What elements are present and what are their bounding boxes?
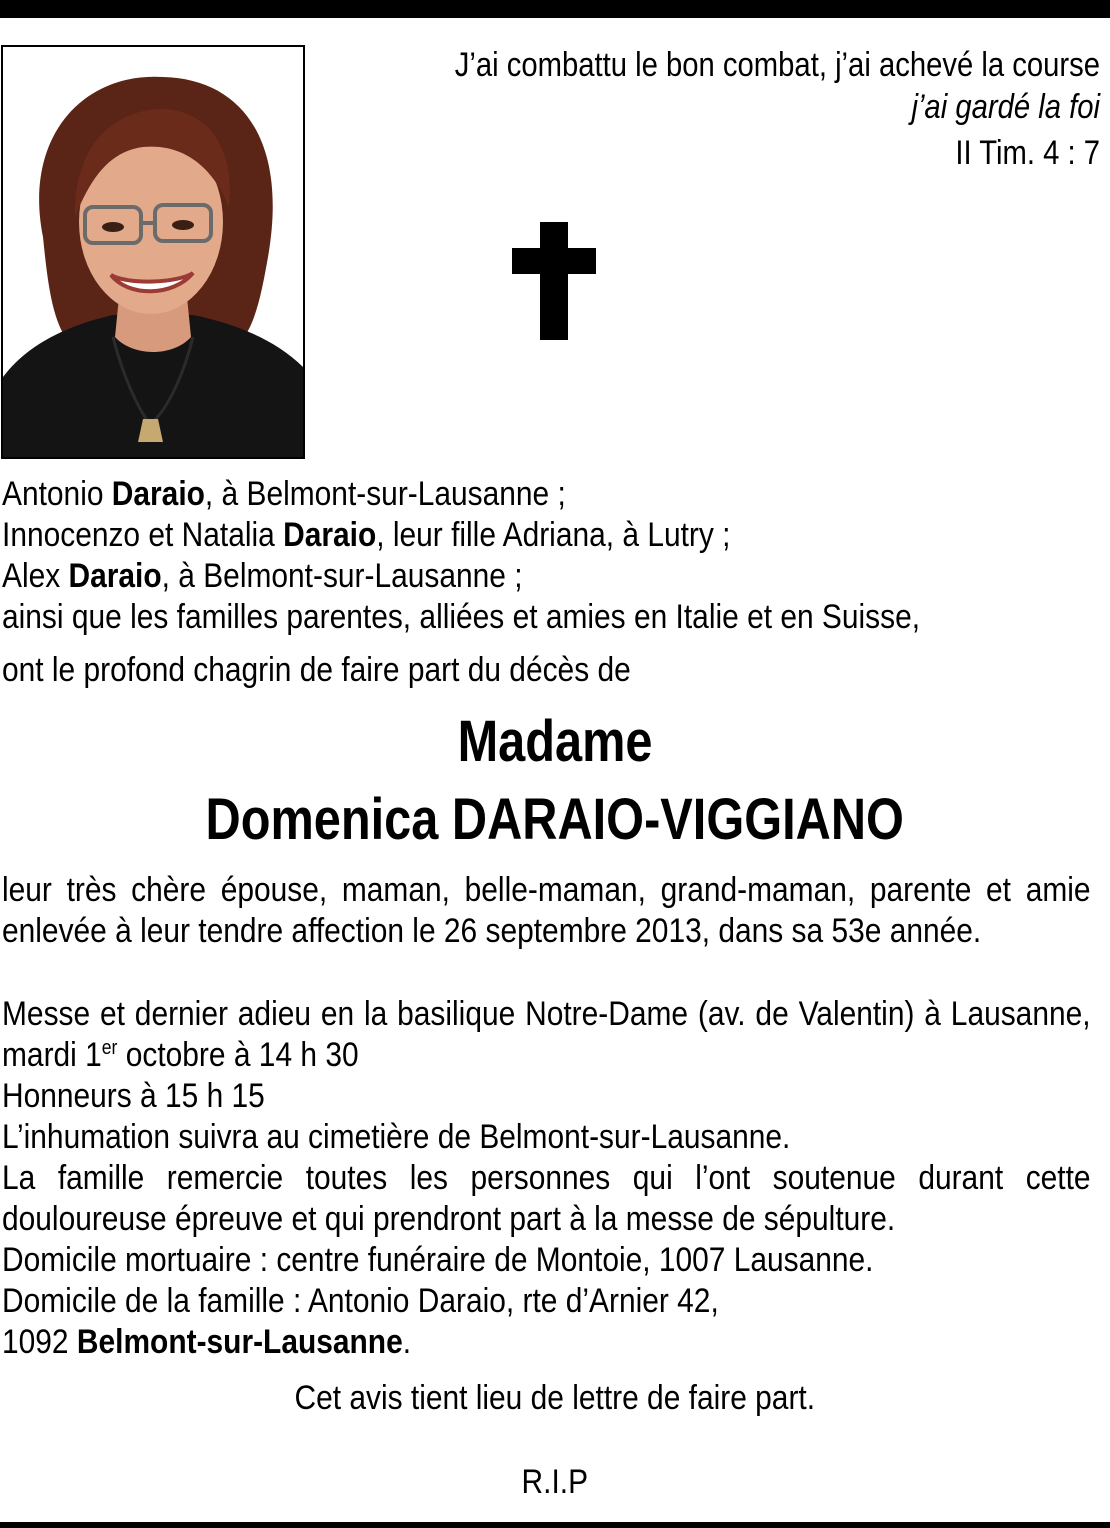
address-zip: 1092	[2, 1323, 77, 1361]
announcement-intro: ont le profond chagrin de faire part du décès de	[2, 651, 631, 689]
mortuary-address: Domicile mortuaire : centre funéraire de Montoie, 1007 Lausanne.	[2, 1241, 874, 1279]
rip-mark	[0, 1462, 1110, 1503]
mass-text: Messe et dernier adieu en la basilique Notre-Dame (av. de Valentin) à Lausanne, mardi 1	[2, 995, 1091, 1074]
mass-text-superscript: er	[101, 1037, 118, 1059]
family-address: Domicile de la famille : Antonio Daraio, rte d’Arnier 42,	[2, 1282, 719, 1320]
family-list	[2, 474, 996, 638]
honours-line: Honneurs à 15 h 15	[2, 1077, 265, 1115]
family-line-3-first: Alex	[2, 557, 69, 595]
family-line-2-first: Innocenzo et Natalia	[2, 516, 284, 554]
portrait-illustration	[3, 47, 303, 457]
thanks-paragraph: La famille remercie toutes les personnes qui l’ont soutenue durant cette douloureuse épreuve et qui prendront part à la messe de sépulture.	[2, 1159, 1091, 1238]
family-line-2-rest: , leur fille Adriana, à Lutry ;	[376, 516, 731, 554]
mass-time: octobre à 14 h 30	[117, 1036, 359, 1074]
verse-line-2: j’ai gardé la foi	[911, 88, 1100, 126]
family-line-3-surname: Daraio	[68, 557, 162, 595]
family-address-city	[2, 1322, 1091, 1363]
address-city: Belmont-sur-Lausanne	[76, 1323, 403, 1361]
bottom-rule	[0, 1522, 1110, 1528]
mass-paragraph	[2, 994, 1091, 1076]
family-line-2-surname: Daraio	[283, 516, 377, 554]
closing-text: Cet avis tient lieu de lettre de faire part.	[294, 1379, 816, 1417]
deceased-title	[0, 708, 1110, 776]
deceased-name	[0, 786, 1110, 854]
family-line-3	[2, 556, 996, 597]
top-rule	[0, 0, 1110, 18]
rip-text: R.I.P	[521, 1463, 589, 1501]
portrait-photo	[1, 45, 305, 459]
family-line-4: ainsi que les familles parentes, alliées et amies en Italie et en Suisse,	[2, 598, 921, 636]
verse-reference: II Tim. 4 : 7	[955, 134, 1100, 172]
deceased-title-text: Madame	[457, 709, 653, 774]
family-line-1-rest: , à Belmont-sur-Lausanne ;	[204, 475, 566, 513]
closing-note	[0, 1378, 1110, 1419]
family-line-3-rest: , à Belmont-sur-Lausanne ;	[161, 557, 523, 595]
address-end: .	[402, 1323, 412, 1361]
family-line-1	[2, 474, 996, 515]
burial-line: L’inhumation suivra au cimetière de Belmont-sur-Lausanne.	[2, 1118, 791, 1156]
cross-icon	[512, 222, 596, 340]
tribute-paragraph: leur très chère épouse, maman, belle-maman, grand-maman, parente et amie enlevée à leur tendre affection le 26 septembre 2013, dans sa 53e année.	[2, 871, 1091, 950]
family-line-1-surname: Daraio	[111, 475, 205, 513]
deceased-name-text: Domenica DARAIO-VIGGIANO	[205, 787, 905, 852]
family-line-2	[2, 515, 996, 556]
family-line-1-first: Antonio	[2, 475, 112, 513]
bible-verse	[446, 44, 1100, 174]
verse-line-1: J’ai combattu le bon combat, j’ai achevé la course	[454, 46, 1101, 84]
